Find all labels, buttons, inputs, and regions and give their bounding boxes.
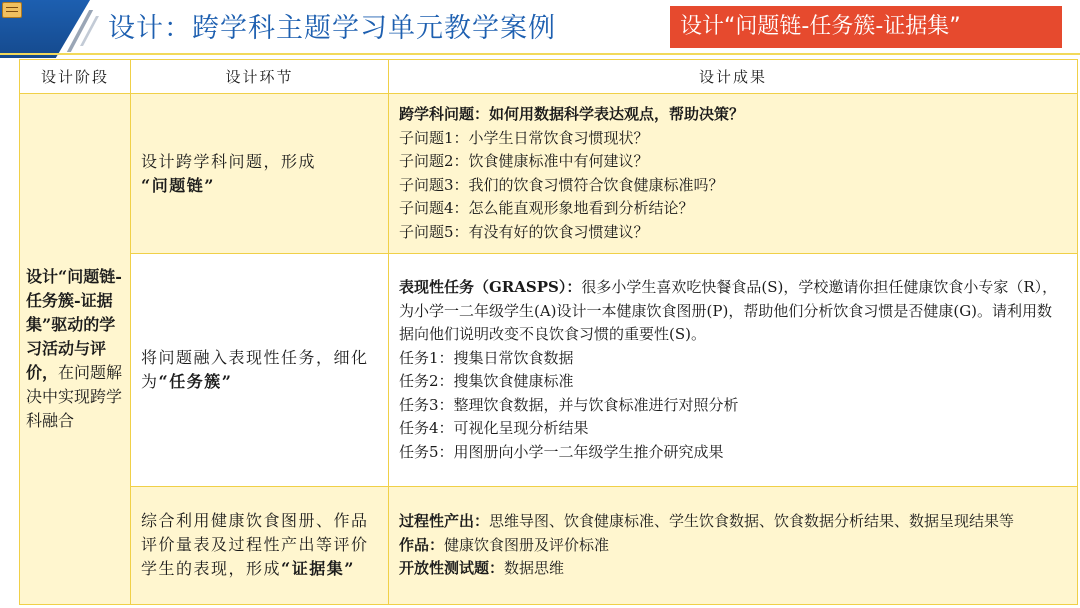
- list-item: [399, 534, 1067, 558]
- table-row: [20, 94, 1078, 254]
- step-keyword: “证据集”: [281, 559, 355, 579]
- step-text: 将问题融入表现性任务，细化为: [141, 348, 369, 392]
- result-item-label: 过程性产出：: [399, 512, 490, 531]
- list-item: [399, 557, 1067, 581]
- result-cell-task-cluster: [389, 254, 1078, 486]
- list-item: 子问题1：小学生日常饮食习惯现状？: [399, 128, 649, 147]
- list-item: 子问题4：怎么能直观形象地看到分析结论？: [399, 199, 694, 218]
- column-header-step: 设计环节: [131, 60, 389, 94]
- result-item-label: 作品：: [399, 535, 445, 554]
- list-item: 任务1：搜集日常饮食数据: [399, 348, 574, 367]
- stage-text-rest: 在问题解决中实现跨学科融合: [26, 363, 123, 430]
- task-description-text: 很多小学生喜欢吃快餐食品(S)，学校邀请你担任健康饮食小专家（R），为小学一二年级学生(A)设计一本健康饮食图册(P)，帮助他们分析饮食习惯是否健康(G)。请利用数据向他们说明改变不良饮食习惯的重要性(S)。: [399, 278, 1058, 344]
- topic-tag: 设计“问题链-任务簇-证据集”: [670, 6, 1062, 48]
- list-item: 任务4：可视化呈现分析结果: [399, 419, 589, 438]
- stage-text-bold: 设计“问题链-任务簇-证据集”驱动的学习活动与评价，: [26, 267, 122, 382]
- table-row: [20, 254, 1078, 486]
- column-header-stage: 设计阶段: [20, 60, 131, 94]
- list-item: 任务5：用图册向小学一二年级学生推介研究成果: [399, 442, 724, 461]
- result-cell-question-chain: [389, 94, 1078, 254]
- result-item-text: 思维导图、饮食健康标准、学生饮食数据、饮食数据分析结果、数据呈现结果等: [489, 512, 1015, 531]
- table-header-row: [20, 60, 1078, 94]
- list-item: 子问题3：我们的饮食习惯符合饮食健康标准吗？: [399, 175, 724, 194]
- design-table: [19, 59, 1078, 605]
- result-item-label: 开放性测试题：: [399, 559, 505, 578]
- step-keyword: “任务簇”: [158, 372, 233, 392]
- task-description: [399, 276, 1067, 347]
- result-heading: 跨学科问题：如何用数据科学表达观点，帮助决策？: [399, 105, 745, 124]
- result-item-text: 健康饮食图册及评价标准: [444, 535, 610, 554]
- list-item: [399, 510, 1067, 534]
- step-cell-task-cluster: [131, 254, 389, 486]
- header: [0, 0, 1080, 58]
- stage-cell: [20, 94, 131, 605]
- result-item-text: 数据思维: [504, 559, 565, 578]
- result-cell-evidence-set: [389, 486, 1078, 604]
- list-item: 任务2：搜集饮食健康标准: [399, 372, 574, 391]
- list-item: 子问题2：饮食健康标准中有何建议？: [399, 152, 649, 171]
- list-item: 任务3：整理饮食数据，并与饮食标准进行对照分析: [399, 395, 739, 414]
- table-row: [20, 486, 1078, 604]
- step-text: 设计跨学科问题，形成: [141, 151, 317, 171]
- step-text: 综合利用健康饮食图册、作品评价量表及过程性产出等评价学生的表现，形成: [141, 511, 369, 579]
- header-divider: [0, 53, 1080, 55]
- page-title: 设计：跨学科主题学习单元教学案例: [108, 13, 556, 44]
- step-cell-question-chain: [131, 94, 389, 254]
- result-heading: 表现性任务（GRASPS）：: [399, 278, 582, 297]
- slides-icon: [2, 2, 22, 18]
- column-header-result: 设计成果: [389, 60, 1078, 94]
- list-item: 子问题5：有没有好的饮食习惯建议？: [399, 222, 649, 241]
- step-keyword: “问题链”: [141, 175, 215, 195]
- step-cell-evidence-set: [131, 486, 389, 604]
